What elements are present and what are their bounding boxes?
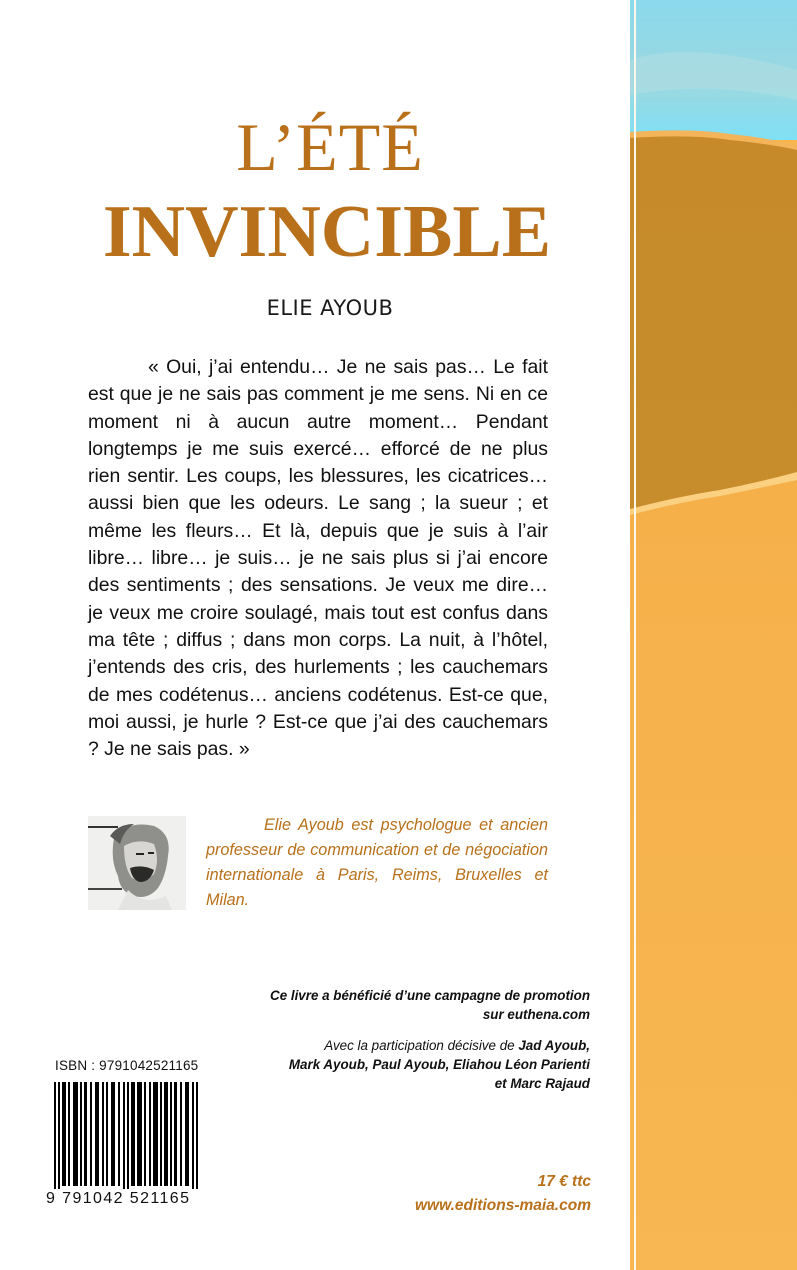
author-bio: Elie Ayoub est psychologue et ancien professeur de communication et de négociation internationale à Paris, Reims, Bruxelles et Milan. (206, 816, 548, 909)
publisher-website: www.editions-maia.com (415, 1197, 591, 1214)
thanks-names-3: et Marc Rajaud (494, 1076, 590, 1091)
book-title-line2: INVINCIBLE (102, 191, 552, 273)
author-photo (88, 816, 186, 910)
promo-line1: Ce livre a bénéficié d’une campagne de promotion (270, 988, 590, 1003)
desert-landscape-illustration (630, 0, 797, 1270)
thanks-intro: Avec la participation décisive de (324, 1038, 519, 1053)
promo-note (220, 986, 590, 1024)
barcode-digits: 9 791042 521165 (46, 1189, 206, 1209)
book-title-line1: L’ÉTÉ (236, 109, 424, 185)
acknowledgements (220, 1036, 590, 1093)
thanks-names-2: Mark Ayoub, Paul Ayoub, Eliahou Léon Parienti (288, 1057, 590, 1072)
thanks-names-1: Jad Ayoub, (518, 1038, 590, 1053)
spine-fold-line (634, 0, 636, 1270)
isbn-label: ISBN : 9791042521165 (55, 1058, 199, 1073)
barcode (46, 1082, 206, 1194)
spine-artwork (630, 0, 797, 1270)
price: 17 € ttc (537, 1173, 591, 1190)
author-name: ELIE AYOUB (266, 296, 394, 320)
promo-line2: sur euthena.com (482, 1007, 590, 1022)
book-excerpt: « Oui, j’ai entendu… Je ne sais pas… Le fait est que je ne sais pas comment je me sens. Ni en ce moment ni à aucun autre moment… Pendant longtemps je me suis exercé… efforcé de ne plus rien sentir. Les coups, les blessures, les cicatrices… aussi bien que les odeurs. Le sang ; la sueur ; et même les fleurs… Et là, depuis que je suis à l’air libre… libre… je suis… je ne sais plus si j’ai encore des sentiments ; des sensations. Je veux me dire… je veux me croire soulagé, mais tout est confus dans ma tête ; diffus ; dans mon corps. La nuit, à l’hôtel, j’entends des cris, des hurlements ; les cauchemars de mes codétenus… anciens codétenus. Est-ce que, moi aussi, je hurle ? Est-ce que j’ai des cauchemars ? Je ne sais pas. » (88, 356, 548, 761)
